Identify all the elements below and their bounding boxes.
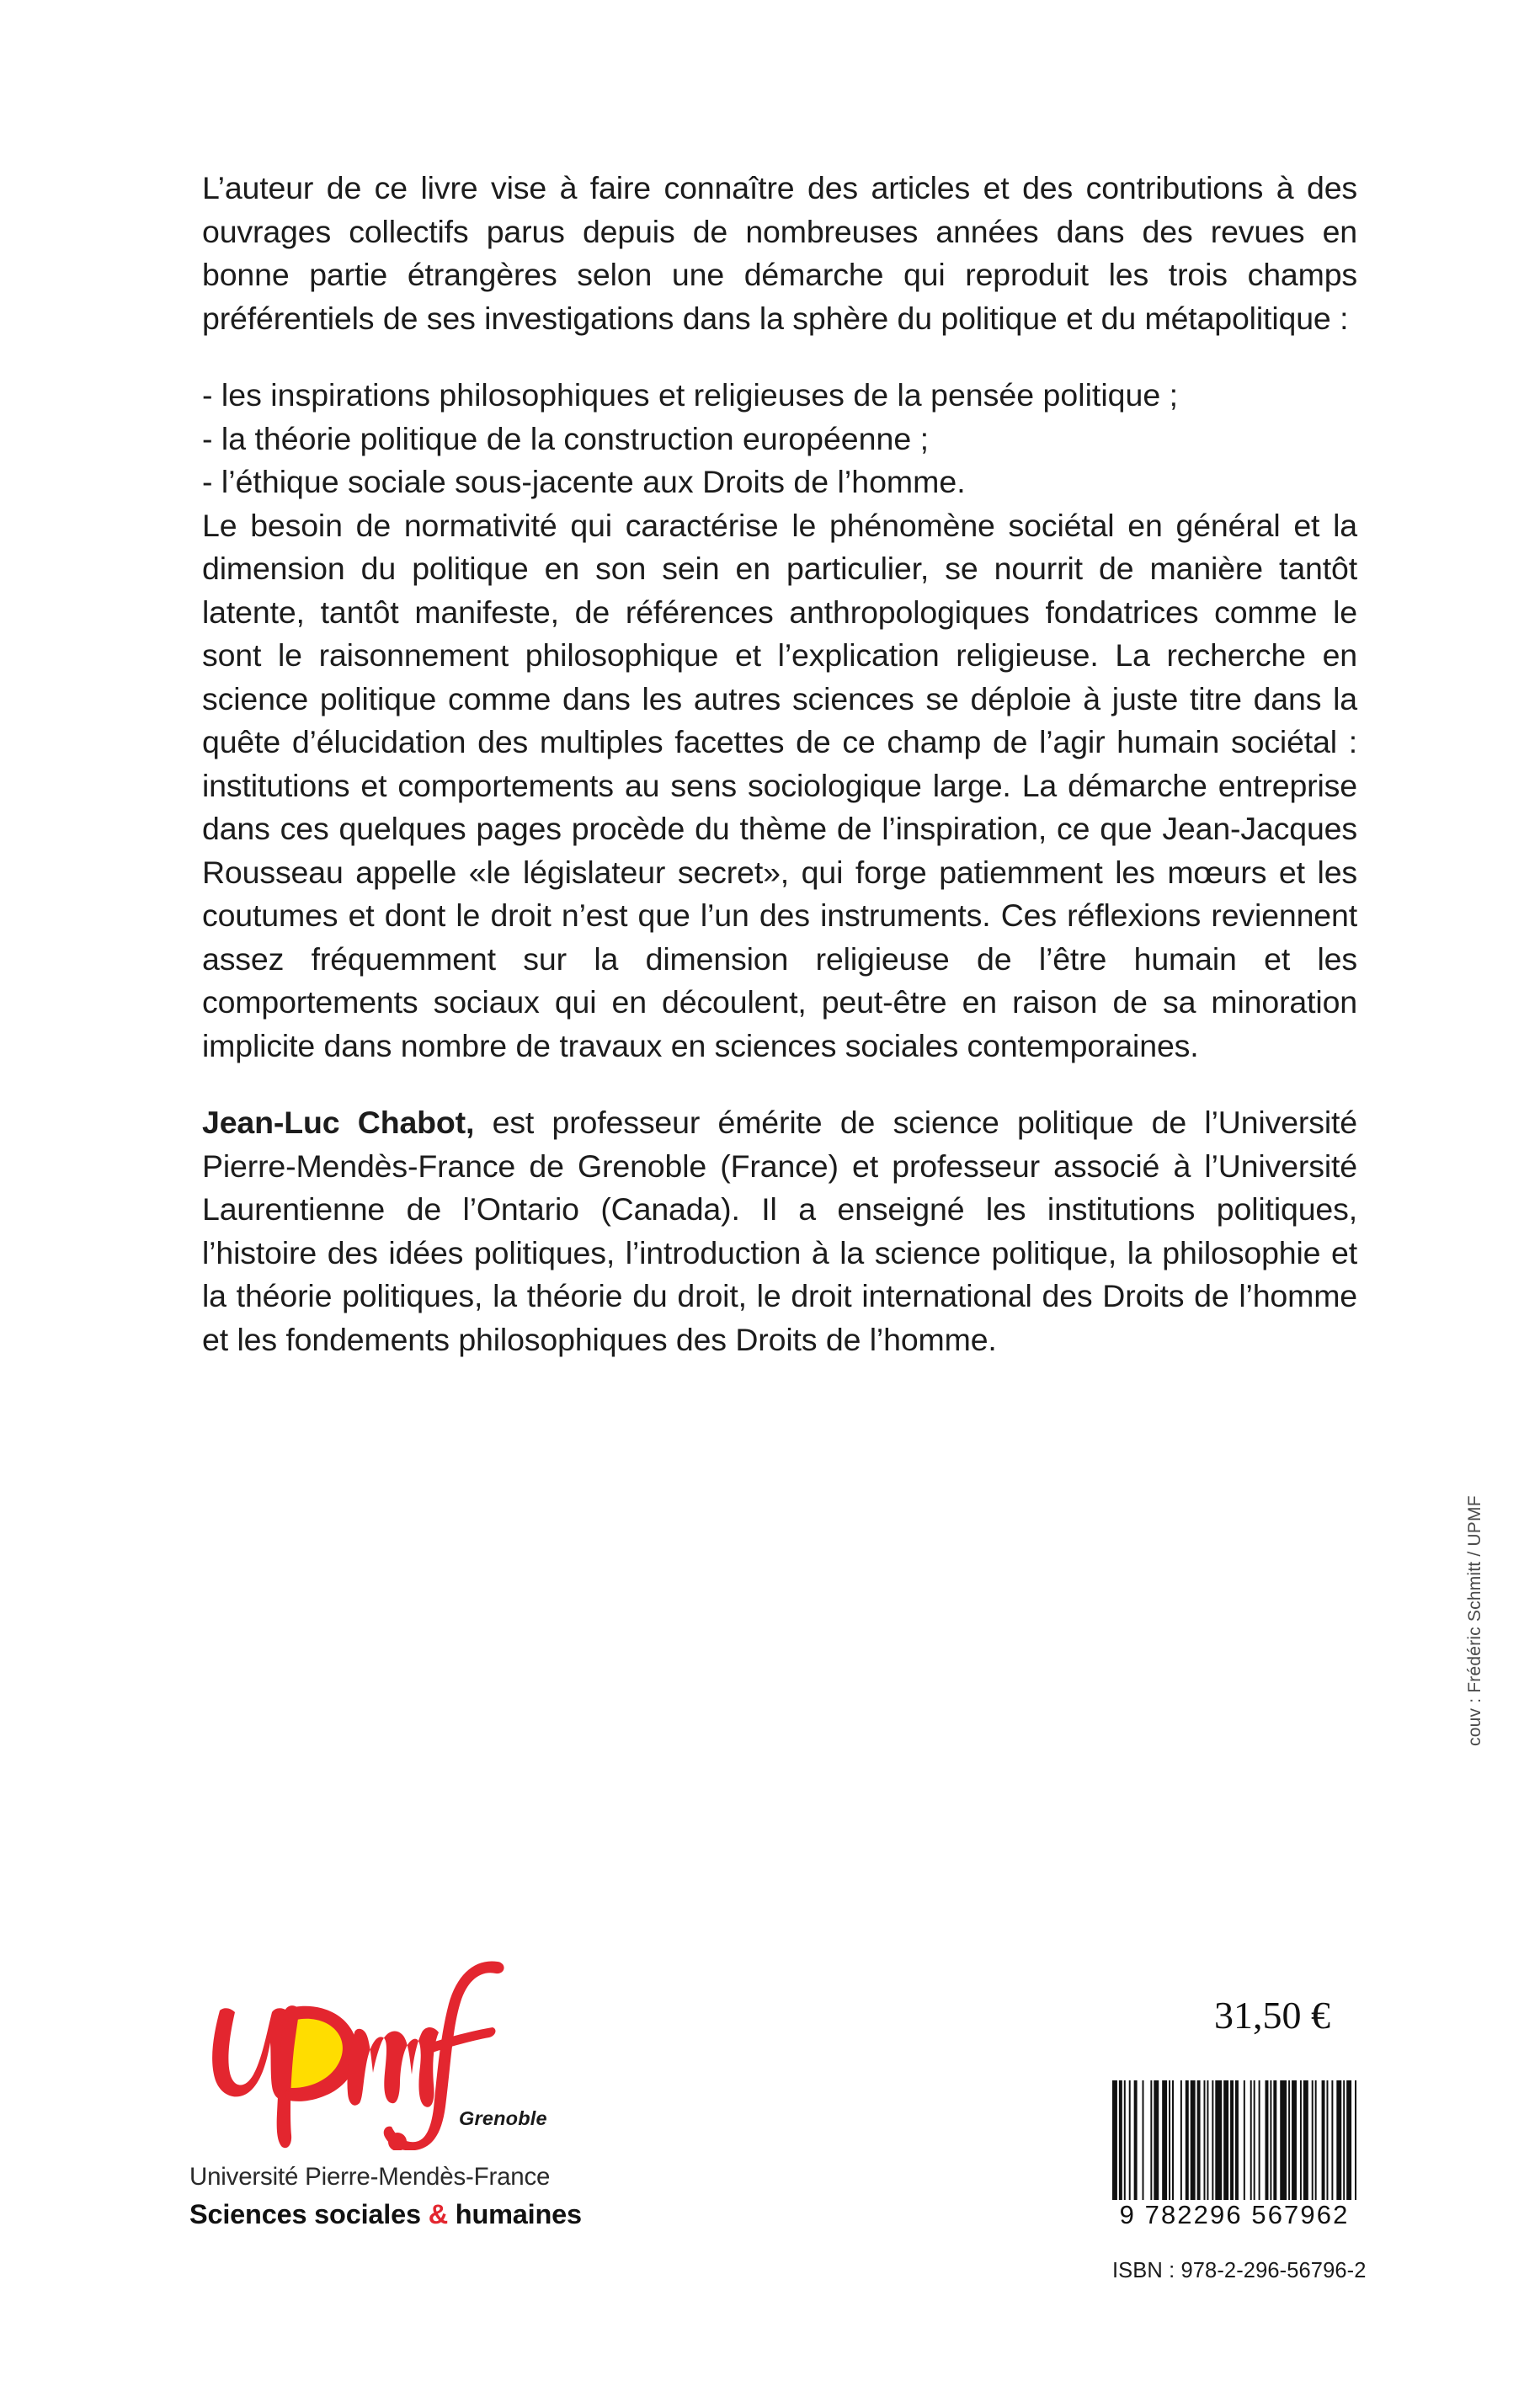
logo-tagline-before: Sciences sociales	[189, 2199, 429, 2229]
back-cover-blurb	[202, 167, 1357, 1361]
logo-university-name: Université Pierre-Mendès-France	[189, 2163, 551, 2191]
ean13-barcode-icon	[1112, 2080, 1356, 2200]
isbn-label: ISBN : 978-2-296-56796-2	[1112, 2259, 1367, 2282]
logo-tagline	[189, 2198, 594, 2230]
cover-credit: couv : Frédéric Schmitt / UPMF	[1465, 1495, 1484, 1746]
barcode-block	[1112, 2080, 1356, 2229]
barcode-digits: 9 782296 567962	[1119, 2200, 1350, 2229]
upmf-logo-mark	[189, 1955, 547, 2150]
publisher-logo-block	[189, 1955, 594, 2230]
logo-city-label: Grenoble	[459, 2107, 547, 2129]
list-item: - la théorie politique de la construction européenne ;	[202, 420, 930, 456]
author-name: Jean-Luc Chabot,	[202, 1105, 475, 1140]
list-item: - les inspirations philosophiques et religieuses de la pensée politique ;	[202, 377, 1179, 413]
list-item: - l’éthique sociale sous-jacente aux Droits de l’homme.	[202, 464, 966, 499]
logo-tagline-after: humaines	[447, 2199, 582, 2229]
author-bio-text: est professeur émérite de science politique de l’Université Pierre-Mendès-France de Grenoble (France) et professeur associé à l’Université Laurentienne de l’Ontario (Canada). Il a enseigné les institutions politiques, l’histoire des idées politiques, l’introduction à la science politique, la philosophie et la théorie politiques, la théorie du droit, le droit international des Droits de l’homme et les fondements philosophiques des Droits de l’homme.	[202, 1105, 1357, 1357]
logo-tagline-ampersand: &	[428, 2199, 448, 2229]
blurb-bullet-list	[202, 374, 1357, 504]
author-bio	[202, 1101, 1357, 1361]
blurb-paragraph-2: Le besoin de normativité qui caractérise le phénomène sociétal en général et la dimension du politique en son sein en particulier, se nourrit de manière tantôt latente, tantôt manifeste, de références anthropologiques fondatrices comme le sont le raisonnement philosophique et l’explication religieuse. La recherche en science politique comme dans les autres sciences se déploie à juste titre dans la quête d’élucidation des multiples facettes de ce champ de l’agir humain sociétal : institutions et comportements au sens sociologique large. La démarche entreprise dans ces quelques pages procède du thème de l’inspiration, ce que Jean-Jacques Rousseau appelle «le législateur secret», qui forge patiemment les mœurs et les coutumes et dont le droit n’est que l’un des instruments. Ces réflexions reviennent assez fréquemment sur la dimension religieuse de l’être humain et les comportements sociaux qui en découlent, peut-être en raison de sa minoration implicite dans nombre de travaux en sciences sociales contemporaines.	[202, 507, 1357, 1063]
price-label: 31,50 €	[1214, 1994, 1330, 2037]
blurb-paragraph-1: L’auteur de ce livre vise à faire connaître des articles et des contributions à des ouvrages collectifs parus depuis de nombreuses années dans des revues en bonne partie étrangères selon une démarche qui reproduit les trois champs préférentiels de ses investigations dans la sphère du politique et du métapolitique :	[202, 170, 1357, 336]
